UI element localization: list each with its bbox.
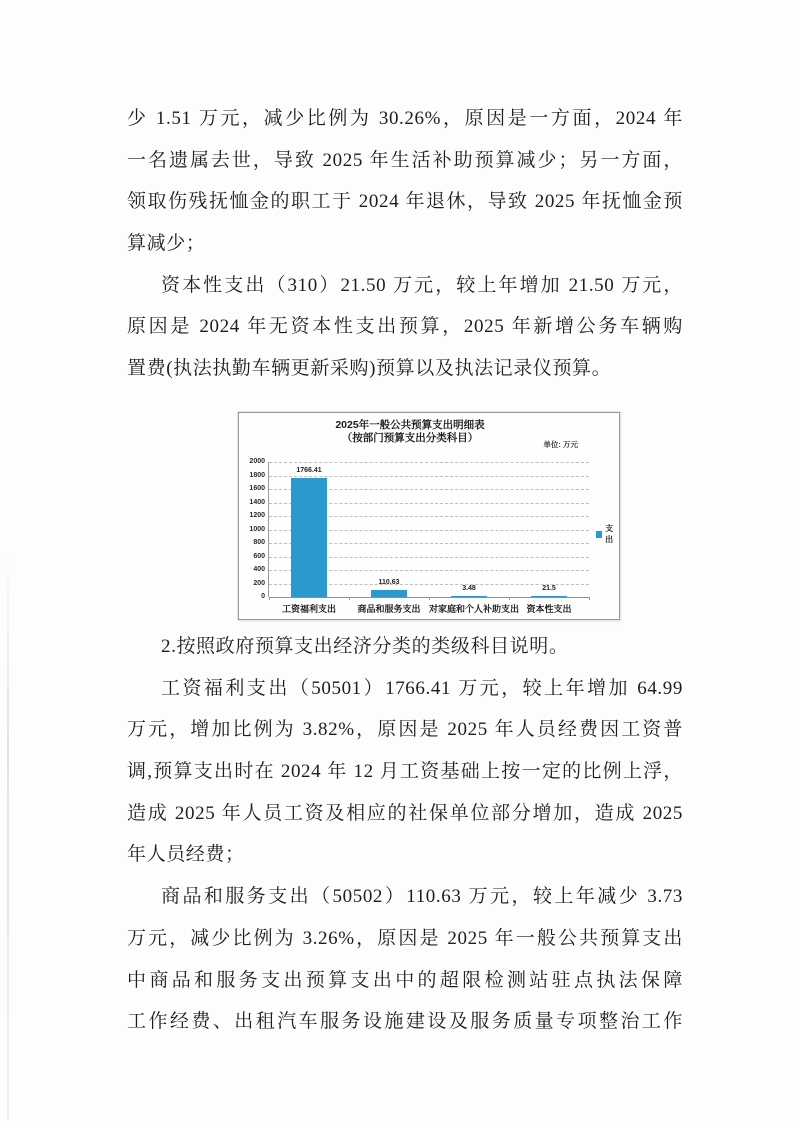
- x-axis-tick: [509, 597, 510, 600]
- text-line: 工作经费、出租汽车服务设施建设及服务质量专项整治工作: [127, 1011, 683, 1033]
- text-line: 万元，增加比例为 3.82%，原因是 2025 年人员经费因工资普: [127, 719, 683, 741]
- text-line: 置费(执法执勤车辆更新采购)预算以及执法记录仪预算。: [127, 358, 612, 380]
- text-line: 万元，减少比例为 3.26%，原因是 2025 年一般公共预算支出: [127, 927, 683, 949]
- bar-value-label: 1766.41: [296, 466, 322, 474]
- legend-swatch: [596, 531, 602, 538]
- bar-value-label: 21.5: [542, 584, 556, 592]
- text-line: 算减少；: [127, 233, 206, 255]
- y-axis-tick-label: 400: [253, 566, 265, 573]
- x-axis-tick: [349, 597, 350, 600]
- bar-工资福利支出: [291, 478, 327, 597]
- bar-对家庭和个人补助支出: [451, 596, 487, 598]
- x-axis-category-label: 工资福利支出: [281, 604, 336, 614]
- y-axis-tick-label: 1200: [249, 512, 265, 519]
- gridline: [269, 476, 589, 477]
- chart-title-line2: （按部门预算支出分类科目）: [341, 432, 479, 444]
- text-line: 造成 2025 年人员工资及相应的社保单位部分增加，造成 2025: [127, 802, 683, 824]
- y-axis-tick-label: 1800: [249, 471, 265, 479]
- text-line: 商品和服务支出（50502）110.63 万元，较上年减少 3.73: [161, 886, 683, 908]
- y-axis-tick-label: 200: [253, 579, 265, 587]
- bar-value-label: 3.48: [462, 584, 476, 592]
- x-axis-category-label: 对家庭和个人补助支出: [429, 604, 520, 614]
- text-line: 资本性支出（310）21.50 万元，较上年增加 21.50 万元，: [161, 274, 683, 296]
- budget-bar-chart: [238, 412, 620, 620]
- text-line: 2.按照政府预算支出经济分类的类级科目说明。: [161, 636, 569, 657]
- text-line: 中商品和服务支出预算支出中的超限检测站驻点执法保障: [127, 969, 683, 991]
- text-line: 原因是 2024 年无资本性支出预算，2025 年新增公务车辆购: [127, 316, 683, 338]
- x-axis-tick: [429, 597, 430, 600]
- chart-legend: [596, 523, 619, 545]
- text-line: 少 1.51 万元，减少比例为 30.26%，原因是一方面，2024 年: [127, 108, 683, 129]
- text-line: 年人员经费；: [127, 844, 245, 866]
- y-axis-tick-label: 0: [261, 593, 265, 600]
- text-line: 调,预算支出时在 2024 年 12 月工资基础上按一定的比例上浮，: [127, 761, 683, 783]
- bar-资本性支出: [531, 596, 567, 598]
- text-line: 一名遗属去世，导致 2025 年生活补助预算减少；另一方面，: [127, 149, 683, 171]
- y-axis-tick-label: 1400: [249, 498, 265, 506]
- bar-value-label: 110.63: [378, 578, 400, 586]
- paragraphs-before-chart: [127, 98, 683, 390]
- x-axis-category-label: 商品和服务支出: [357, 604, 421, 614]
- legend-label: 支出: [605, 524, 614, 544]
- bar-商品和服务支出: [371, 590, 407, 597]
- gridline: [269, 462, 589, 463]
- chart-unit-label: 单位: 万元: [543, 440, 578, 449]
- x-axis-tick: [269, 597, 270, 600]
- chart-title-line1: 2025年一般公共预算支出明细表: [335, 419, 485, 431]
- chart-plot-area: [249, 458, 589, 614]
- y-axis-tick-label: 600: [253, 552, 265, 560]
- y-axis-tick-label: 1000: [249, 525, 265, 533]
- text-line: 工资福利支出（50501）1766.41 万元，较上年增加 64.99: [161, 677, 683, 699]
- y-axis-line: [268, 462, 269, 597]
- scan-artifact-left-edge: [7, 540, 9, 1121]
- text-line: 领取伤残抚恤金的职工于 2024 年退休，导致 2025 年抚恤金预: [127, 191, 683, 213]
- x-axis-category-label: 资本性支出: [526, 604, 572, 614]
- y-axis-tick-label: 800: [253, 539, 265, 546]
- y-axis-tick-label: 2000: [249, 458, 265, 465]
- y-axis-tick-label: 1600: [249, 485, 265, 492]
- chart-title: [239, 419, 581, 445]
- x-axis-tick: [589, 597, 590, 600]
- paragraphs-after-chart: [127, 626, 683, 1043]
